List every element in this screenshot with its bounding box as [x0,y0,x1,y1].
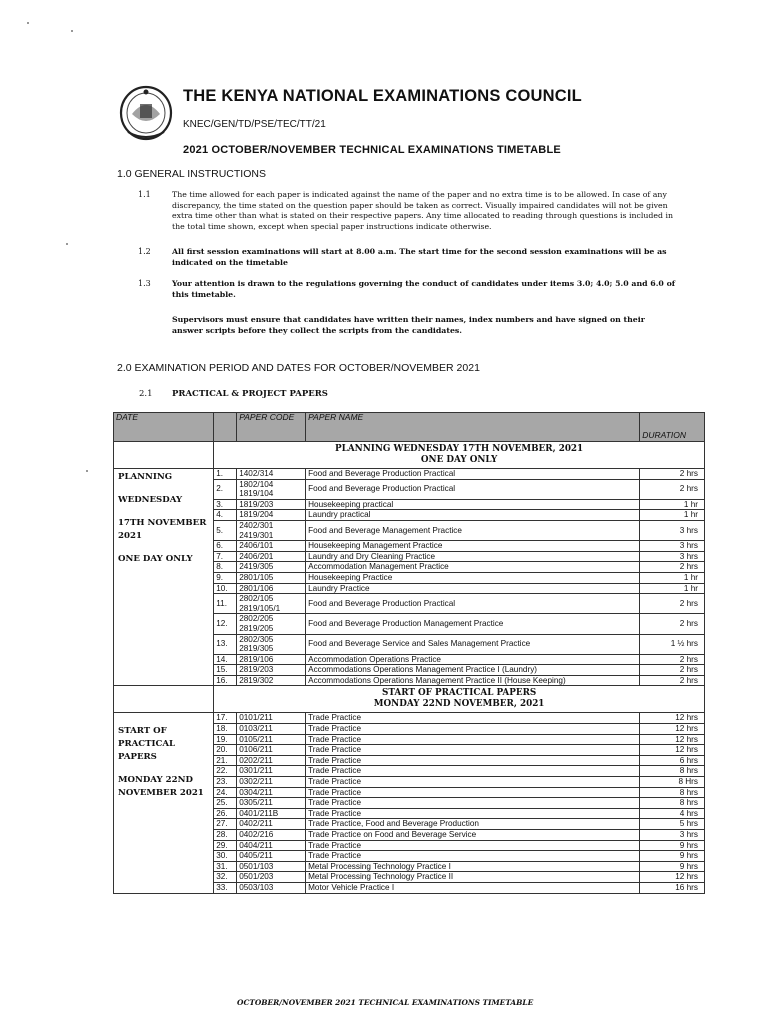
banner-line: START OF PRACTICAL PAPERS [381,688,537,699]
paper-code: 2419/305 [237,562,306,573]
paper-name: Trade Practice [306,766,640,777]
paper-name: Accommodations Operations Management Practice II (House Keeping) [306,675,640,686]
instruction-text: All first session examinations will start at 8.00 a.m. The start time for the second session examinations will be as indicated on the timetable [172,247,667,267]
row-number: 12. [214,614,237,634]
duration: 3 hrs [640,830,705,841]
paper-name: Metal Processing Technology Practice I [306,861,640,872]
item-number: 1.3 [138,279,151,288]
paper-code: 2819/302 [237,675,306,686]
row-number: 17. [214,713,237,724]
paper-name: Trade Practice [306,755,640,766]
row-number: 30. [214,851,237,862]
row-number: 26. [214,808,237,819]
paper-code: 0503/103 [237,882,306,893]
group-banner-row [114,686,705,713]
paper-code: 0301/211 [237,766,306,777]
table-row [114,469,705,480]
paper-name: Laundry and Dry Cleaning Practice [306,551,640,562]
paper-name: Trade Practice [306,745,640,756]
date-spacer [118,543,209,553]
duration: 8 hrs [640,787,705,798]
duration: 8 Hrs [640,777,705,788]
row-number: 15. [214,665,237,676]
duration: 8 hrs [640,798,705,809]
paper-code: 0304/211 [237,787,306,798]
row-number: 8. [214,562,237,573]
supervisors-note: Supervisors must ensure that candidates have written their names, index numbers and have signed on their answer scripts before they collect the scripts from the candidates. [172,315,645,335]
duration: 2 hrs [640,594,705,614]
duration: 12 hrs [640,734,705,745]
paper-code: 0402/216 [237,830,306,841]
row-number: 5. [214,520,237,540]
duration: 9 hrs [640,840,705,851]
duration: 2 hrs [640,479,705,499]
row-number: 13. [214,634,237,654]
date-spacer [118,484,209,494]
banner-line: ONE DAY ONLY [420,455,498,465]
paper-name: Trade Practice [306,851,640,862]
paper-code: 2819/203 [237,665,306,676]
banner-line: MONDAY 22ND NOVEMBER, 2021 [373,699,545,710]
row-number: 10. [214,583,237,594]
row-number: 4. [214,510,237,521]
paper-name: Housekeeping practical [306,499,640,510]
paper-name: Accommodations Operations Management Practice I (Laundry) [306,665,640,676]
paper-name: Trade Practice [306,724,640,735]
item-number: 1.1 [138,190,151,199]
duration: 8 hrs [640,766,705,777]
paper-code: 0401/211B [237,808,306,819]
subsection-number: 2.1 [139,389,153,399]
date-line: START OF PRACTICAL PAPERS [118,726,176,763]
row-number: 21. [214,755,237,766]
row-number: 16. [214,675,237,686]
duration: 1 ½ hrs [640,634,705,654]
row-number: 19. [214,734,237,745]
duration: 2 hrs [640,614,705,634]
paper-name: Trade Practice on Food and Beverage Service [306,830,640,841]
paper-code: 0501/103 [237,861,306,872]
header-date: DATE [114,413,214,442]
paper-code: 0305/211 [237,798,306,809]
row-number: 25. [214,798,237,809]
paper-name: Trade Practice [306,777,640,788]
paper-code: 1802/104 1819/104 [237,479,306,499]
row-number: 22. [214,766,237,777]
paper-name: Trade Practice [306,713,640,724]
paper-name: Food and Beverage Management Practice [306,520,640,540]
row-number: 27. [214,819,237,830]
table-header-row [114,413,705,442]
table-row [114,713,705,724]
paper-name: Trade Practice [306,798,640,809]
reference-number: KNEC/GEN/TD/PSE/TEC/TT/21 [183,119,326,130]
paper-name: Laundry Practice [306,583,640,594]
duration: 3 hrs [640,551,705,562]
scan-speck [27,22,29,24]
row-number: 28. [214,830,237,841]
paper-code: 0302/211 [237,777,306,788]
row-number: 1. [214,469,237,480]
duration: 2 hrs [640,675,705,686]
knec-crest-logo [118,84,174,144]
date-spacer [118,715,209,725]
row-number: 14. [214,654,237,665]
paper-code: 2802/205 2819/205 [237,614,306,634]
duration: 2 hrs [640,469,705,480]
duration: 4 hrs [640,808,705,819]
paper-name: Housekeeping Practice [306,572,640,583]
duration: 5 hrs [640,819,705,830]
paper-code: 2801/106 [237,583,306,594]
paper-code: 0402/211 [237,819,306,830]
duration: 12 hrs [640,872,705,883]
paper-code: 2406/201 [237,551,306,562]
date-spacer [118,764,209,774]
scan-speck [71,30,73,32]
duration: 1 hr [640,499,705,510]
paper-code: 0405/211 [237,851,306,862]
header-duration: DURATION [640,413,705,442]
date-line: PLANNING [118,472,173,482]
group-banner-row [114,442,705,469]
duration: 1 hr [640,510,705,521]
instruction-text: Your attention is drawn to the regulations governing the conduct of candidates under items 3.0; 4.0; 5.0 and 6.0 of this timetable. [172,279,676,299]
page-footer: OCTOBER/NOVEMBER 2021 TECHNICAL EXAMINATIONS TIMETABLE [237,998,534,1007]
paper-name: Trade Practice [306,808,640,819]
paper-code: 2819/106 [237,654,306,665]
scan-speck [86,470,88,472]
paper-name: Food and Beverage Production Management Practice [306,614,640,634]
row-number: 6. [214,541,237,552]
row-number: 11. [214,594,237,614]
paper-code: 0404/211 [237,840,306,851]
group-banner [214,442,705,469]
paper-code: 0501/203 [237,872,306,883]
duration: 1 hr [640,583,705,594]
paper-name: Trade Practice [306,787,640,798]
row-number: 23. [214,777,237,788]
paper-code: 2406/101 [237,541,306,552]
row-number: 7. [214,551,237,562]
org-title: THE KENYA NATIONAL EXAMINATIONS COUNCIL [183,87,582,105]
paper-name: Laundry practical [306,510,640,521]
paper-code: 0105/211 [237,734,306,745]
row-number: 33. [214,882,237,893]
date-line: ONE DAY ONLY [118,554,193,564]
paper-code: 2802/105 2819/105/1 [237,594,306,614]
paper-code: 0101/211 [237,713,306,724]
banner-spacer [114,686,214,713]
paper-code: 2402/301 2419/301 [237,520,306,540]
paper-code: 1402/314 [237,469,306,480]
row-number: 2. [214,479,237,499]
duration: 12 hrs [640,745,705,756]
duration: 16 hrs [640,882,705,893]
paper-code: 0103/211 [237,724,306,735]
paper-name: Food and Beverage Production Practical [306,479,640,499]
section-2-heading: 2.0 EXAMINATION PERIOD AND DATES FOR OCTOBER/NOVEMBER 2021 [117,362,480,374]
paper-name: Metal Processing Technology Practice II [306,872,640,883]
row-number: 18. [214,724,237,735]
paper-name: Accommodation Management Practice [306,562,640,573]
banner-spacer [114,442,214,469]
duration: 1 hr [640,572,705,583]
paper-name: Trade Practice [306,734,640,745]
scan-speck [66,243,68,245]
duration: 6 hrs [640,755,705,766]
date-spacer [118,507,209,517]
paper-name: Trade Practice [306,840,640,851]
item-number: 1.2 [138,247,151,256]
date-line: WEDNESDAY [118,495,183,505]
row-number: 9. [214,572,237,583]
row-number: 3. [214,499,237,510]
date-cell [114,469,214,686]
timetable-table [113,412,705,894]
banner-line: PLANNING WEDNESDAY 17TH NOVEMBER, 2021 [335,444,584,454]
document-title: 2021 OCTOBER/NOVEMBER TECHNICAL EXAMINATIONS TIMETABLE [183,144,561,156]
row-number: 32. [214,872,237,883]
paper-code: 0202/211 [237,755,306,766]
paper-code: 1819/203 [237,499,306,510]
paper-name: Motor Vehicle Practice I [306,882,640,893]
paper-code: 0106/211 [237,745,306,756]
paper-code: 2801/105 [237,572,306,583]
paper-code: 2802/305 2819/305 [237,634,306,654]
duration: 3 hrs [640,520,705,540]
duration: 9 hrs [640,851,705,862]
duration: 12 hrs [640,724,705,735]
date-line: 17TH NOVEMBER 2021 [118,518,207,541]
row-number: 29. [214,840,237,851]
row-number: 31. [214,861,237,872]
paper-name: Food and Beverage Service and Sales Management Practice [306,634,640,654]
duration: 12 hrs [640,713,705,724]
paper-name: Accommodation Operations Practice [306,654,640,665]
row-number: 20. [214,745,237,756]
paper-name: Food and Beverage Production Practical [306,469,640,480]
duration: 3 hrs [640,541,705,552]
paper-code: 1819/204 [237,510,306,521]
duration: 9 hrs [640,861,705,872]
duration: 2 hrs [640,654,705,665]
date-line: MONDAY 22ND NOVEMBER 2021 [118,775,204,799]
paper-name: Housekeeping Management Practice [306,541,640,552]
instruction-text: The time allowed for each paper is indicated against the name of the paper and no extra time is to be allowed. In case of any discrepancy, the time stated on the question paper should be taken as correct. Visually impaired candidates will not be given extra time other than what is stated on their respective papers. Any time allocated to reading through questions is included in the total time shown, except when special paper instructions indicate otherwise. [172,190,674,231]
row-number: 24. [214,787,237,798]
duration: 2 hrs [640,665,705,676]
header-paper-name: PAPER NAME [306,413,640,442]
date-cell [114,713,214,893]
header-paper-code: PAPER CODE [237,413,306,442]
duration: 2 hrs [640,562,705,573]
section-1-heading: 1.0 GENERAL INSTRUCTIONS [117,168,266,180]
paper-name: Trade Practice, Food and Beverage Production [306,819,640,830]
header-number [214,413,237,442]
paper-name: Food and Beverage Production Practical [306,594,640,614]
group-banner [214,686,705,713]
subsection-title: PRACTICAL & PROJECT PAPERS [172,389,328,399]
